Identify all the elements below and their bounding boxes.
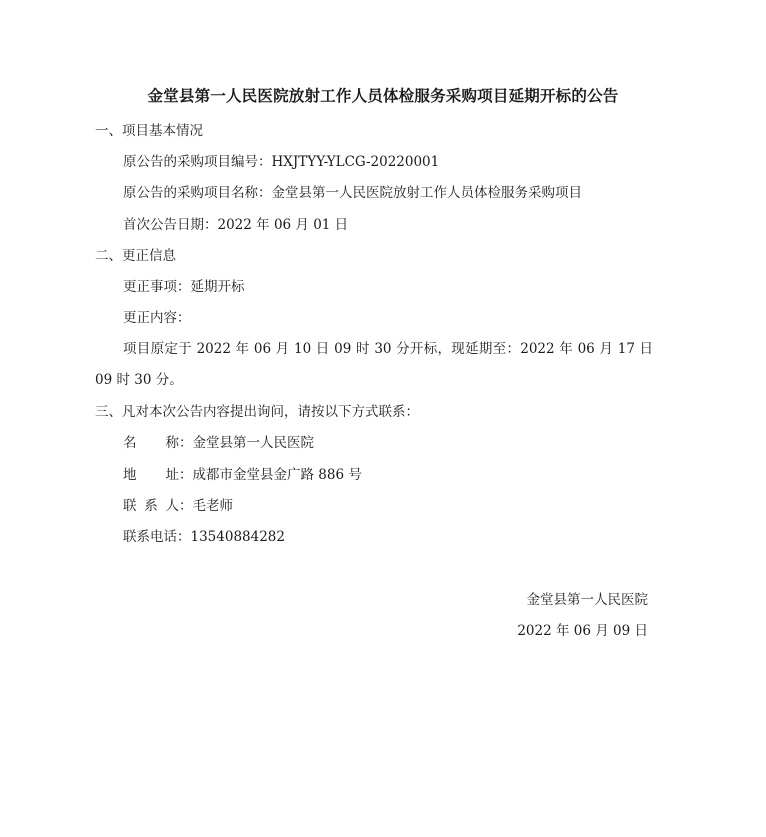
correction-item-row <box>123 277 245 297</box>
project-name-value: 金堂县第一人民医院放射工作人员体检服务采购项目 <box>271 185 582 201</box>
project-number-value: HXJTYY-YLCG-20220001 <box>271 154 440 170</box>
issue-date: 2022 年 06 月 09 日 <box>517 623 648 639</box>
contact-address-label: 地址 <box>123 467 179 483</box>
contact-person-label: 联系人 <box>123 498 179 514</box>
contact-name-label: 名称 <box>123 435 179 451</box>
contact-phone-value: 13540884282 <box>190 529 285 545</box>
contact-phone-label: 联系电话： <box>123 529 191 545</box>
correction-item-value: 延期开标 <box>190 279 245 295</box>
section-heading-contact: 三、凡对本次公告内容提出询问，请按以下方式联系： <box>95 404 419 420</box>
contact-person-row <box>123 496 233 516</box>
project-number-row <box>123 152 439 172</box>
document-title: 金堂县第一人民医院放射工作人员体检服务采购项目延期开标的公告 <box>147 87 619 105</box>
contact-person-value: ：毛老师 <box>179 498 233 514</box>
first-announcement-date-label: 首次公告日期： <box>123 217 218 233</box>
first-announcement-date-value: 2022 年 06 月 01 日 <box>217 217 349 233</box>
section-heading-basic-info: 一、项目基本情况 <box>95 123 203 139</box>
correction-item-label: 更正事项： <box>123 279 191 295</box>
issuer-organization: 金堂县第一人民医院 <box>526 592 648 608</box>
correction-content-paragraph: 项目原定于 2022 年 06 月 10 日 09 时 30 分开标，现延期至：2022 年 06 月 17 日 09 时 30 分。 <box>95 341 653 388</box>
correction-content-label: 更正内容： <box>123 310 191 326</box>
first-announcement-date-row <box>123 215 348 235</box>
project-name-row <box>123 183 582 203</box>
project-number-label: 原公告的采购项目编号： <box>123 154 272 170</box>
contact-phone-row <box>123 527 285 547</box>
contact-address-value: ：成都市金堂县金广路 886 号 <box>179 467 362 483</box>
contact-name-row <box>123 433 314 453</box>
project-name-label: 原公告的采购项目名称： <box>123 185 272 201</box>
contact-name-value: ：金堂县第一人民医院 <box>179 435 314 451</box>
contact-address-row <box>123 465 362 485</box>
section-heading-correction-info: 二、更正信息 <box>95 248 176 264</box>
